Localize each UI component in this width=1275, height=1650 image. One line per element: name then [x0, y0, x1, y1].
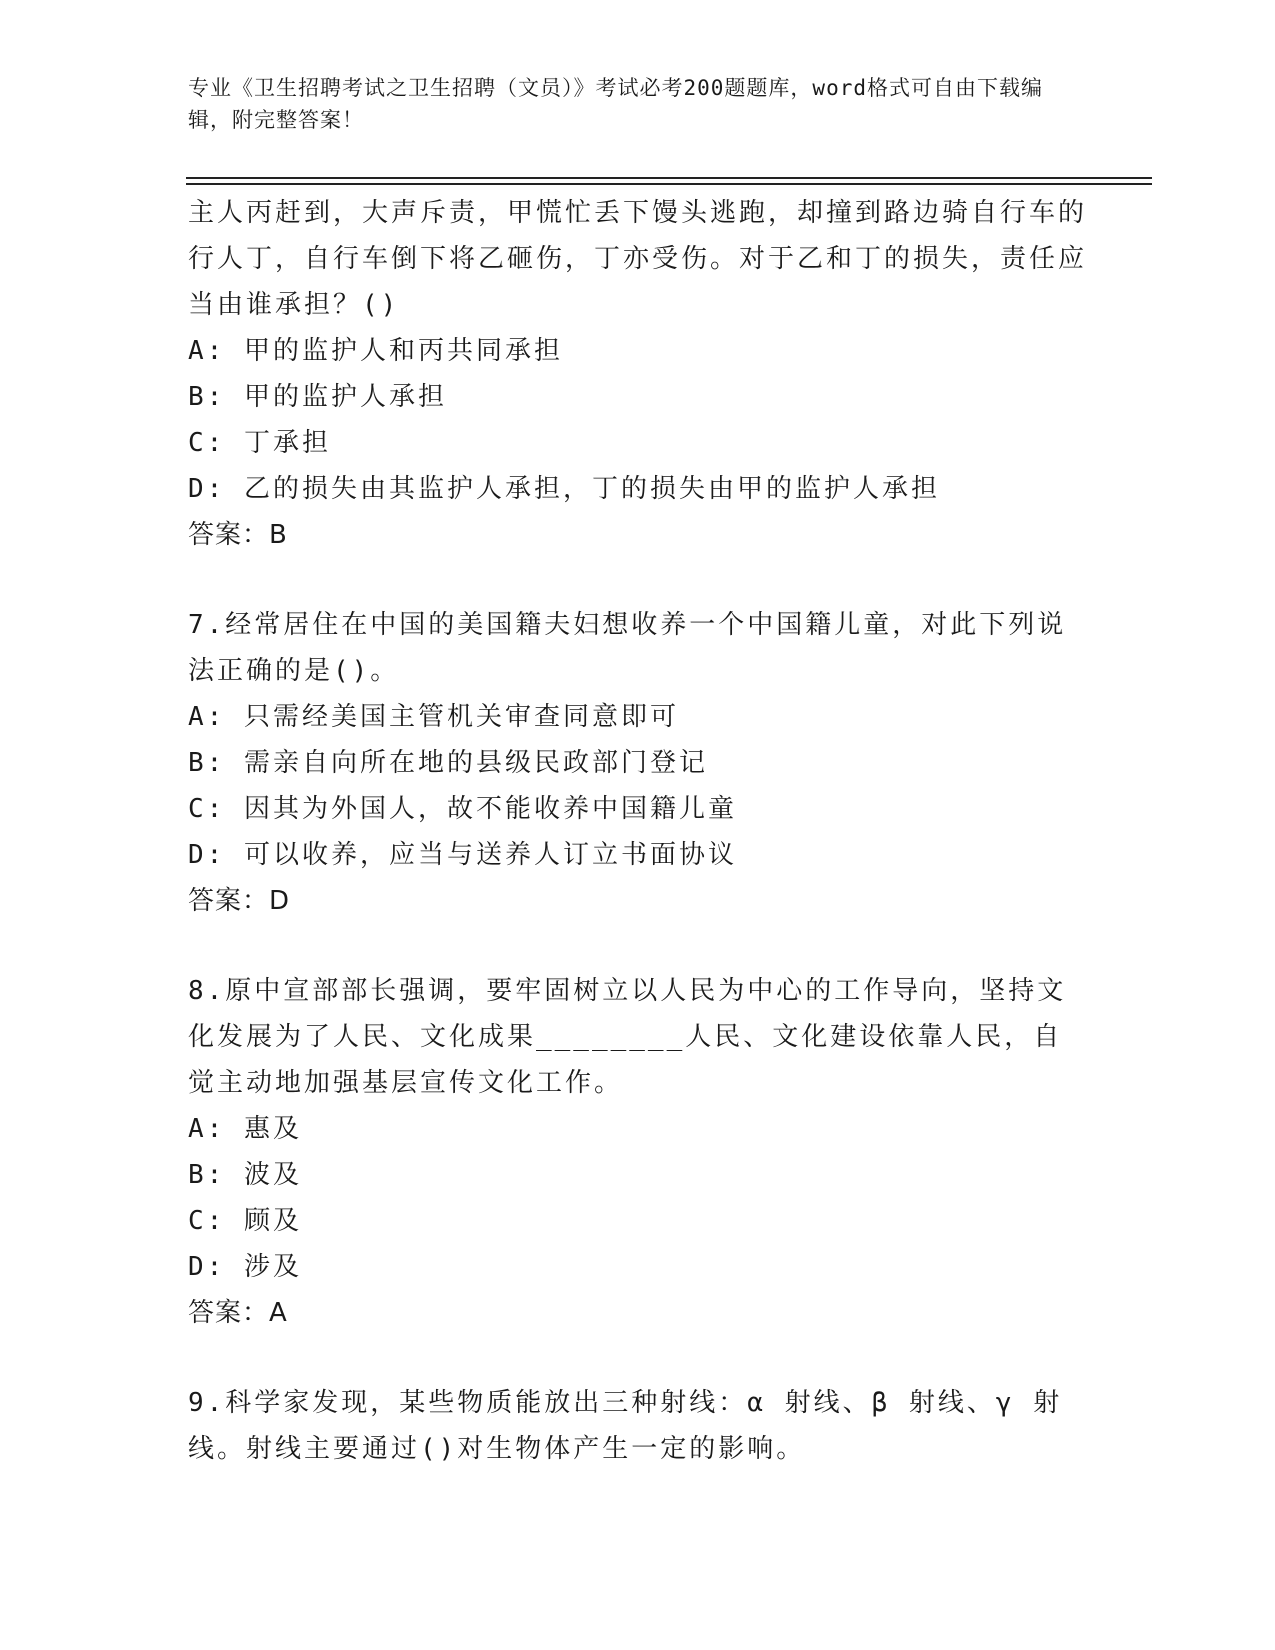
option-c: C: 顾及 [188, 1206, 302, 1236]
question-stem: 9.科学家发现，某些物质能放出三种射线：α 射线、β 射线、γ 射线。射线主要通过()对生物体产生一定的影响。 [188, 1388, 1063, 1464]
answer-label: 答案：B [188, 520, 288, 550]
option-c: C: 因其为外国人，故不能收养中国籍儿童 [188, 794, 737, 824]
option-a: A: 甲的监护人和丙共同承担 [188, 336, 563, 366]
question-block [188, 1380, 1088, 1472]
question-list [188, 190, 1088, 1472]
header-rule-top [186, 177, 1152, 179]
question-stem: 主人丙赶到，大声斥责，甲慌忙丢下馒头逃跑，却撞到路边骑自行车的行人丁，自行车倒下将乙砸伤，丁亦受伤。对于乙和丁的损失，责任应当由谁承担？() [188, 198, 1088, 320]
question-spacer [188, 924, 1088, 968]
question-spacer [188, 1336, 1088, 1380]
question-block [188, 190, 1088, 558]
option-d: D: 涉及 [188, 1252, 302, 1282]
answer-label: 答案：A [188, 1298, 288, 1328]
question-stem: 7.经常居住在中国的美国籍夫妇想收养一个中国籍儿童，对此下列说法正确的是()。 [188, 610, 1067, 686]
option-b: B: 波及 [188, 1160, 302, 1190]
option-a: A: 只需经美国主管机关审查同意即可 [188, 702, 679, 732]
option-a: A: 惠及 [188, 1114, 302, 1144]
answer-label: 答案：D [188, 886, 291, 916]
option-c: C: 丁承担 [188, 428, 331, 458]
header-rule-bottom [186, 183, 1152, 185]
question-block [188, 968, 1088, 1336]
question-spacer [188, 558, 1088, 602]
option-d: D: 可以收养，应当与送养人订立书面协议 [188, 840, 737, 870]
option-b: B: 甲的监护人承担 [188, 382, 447, 412]
page-header-title: 专业《卫生招聘考试之卫生招聘（文员）》考试必考200题题库，word格式可自由下载编辑，附完整答案！ [188, 76, 1043, 132]
option-d: D: 乙的损失由其监护人承担，丁的损失由甲的监护人承担 [188, 474, 940, 504]
option-b: B: 需亲自向所在地的县级民政部门登记 [188, 748, 708, 778]
question-stem: 8.原中宣部部长强调，要牢固树立以人民为中心的工作导向，坚持文化发展为了人民、文化成果________人民、文化建设依靠人民，自觉主动地加强基层宣传文化工作。 [188, 976, 1067, 1098]
question-block [188, 602, 1088, 924]
